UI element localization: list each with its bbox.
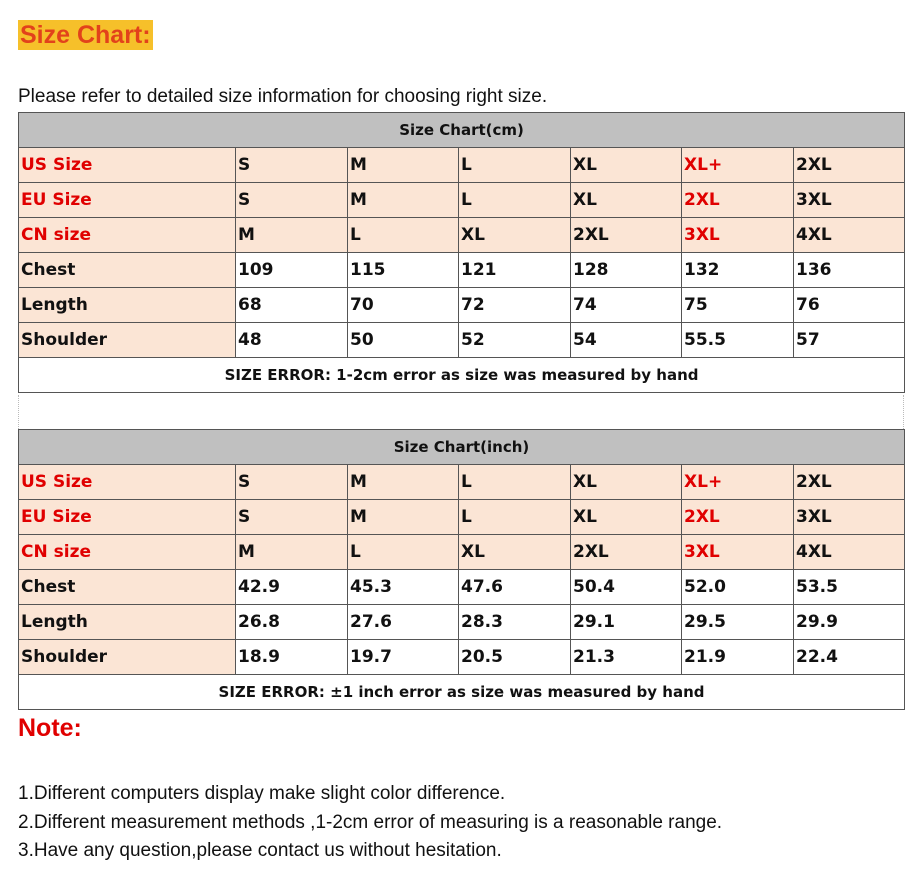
table-row-shoulder xyxy=(19,323,905,358)
table-cell: 2XL xyxy=(682,500,794,535)
table-cell: 70 xyxy=(348,288,459,323)
table-cell: 42.9 xyxy=(236,570,348,605)
table-cell: 3XL xyxy=(682,218,794,253)
table-cell: 75 xyxy=(682,288,794,323)
table-cell: 27.6 xyxy=(348,605,459,640)
table-cell: XL xyxy=(571,148,682,183)
note-list xyxy=(18,780,722,866)
table-cell: 115 xyxy=(348,253,459,288)
table-cell: 45.3 xyxy=(348,570,459,605)
table-cell: 3XL xyxy=(794,500,905,535)
row-label: US Size xyxy=(19,148,236,183)
table-cell: 128 xyxy=(571,253,682,288)
row-label: US Size xyxy=(19,465,236,500)
page-title: Size Chart: xyxy=(20,21,151,49)
table-cell: XL xyxy=(571,465,682,500)
row-label: Chest xyxy=(19,253,236,288)
table-row-shoulder xyxy=(19,640,905,675)
note-title: Note: xyxy=(18,714,82,742)
table-row-chest xyxy=(19,570,905,605)
size-chart-cm-table xyxy=(18,112,905,393)
note-item: 3.Have any question,please contact us without hesitation. xyxy=(18,840,502,861)
intro-text: Please refer to detailed size information for choosing right size. xyxy=(18,86,548,107)
table-cell: 2XL xyxy=(794,148,905,183)
table-cell: XL xyxy=(459,535,571,570)
table-header: Size Chart(inch) xyxy=(19,430,905,465)
size-chart-inch-table xyxy=(18,429,905,710)
table-cell: 74 xyxy=(571,288,682,323)
table-cell: 109 xyxy=(236,253,348,288)
row-label: CN size xyxy=(19,535,236,570)
table-cell: 22.4 xyxy=(794,640,905,675)
table-cell: 18.9 xyxy=(236,640,348,675)
table-cell: 3XL xyxy=(682,535,794,570)
table-cell: 3XL xyxy=(794,183,905,218)
table-cell: 54 xyxy=(571,323,682,358)
table-cell: 26.8 xyxy=(236,605,348,640)
table-cell: 4XL xyxy=(794,218,905,253)
table-cell: M xyxy=(348,183,459,218)
table-cell: 29.9 xyxy=(794,605,905,640)
table-footer-row xyxy=(19,358,905,393)
table-cell: L xyxy=(459,183,571,218)
table-cell: 52 xyxy=(459,323,571,358)
table-cell: XL xyxy=(571,183,682,218)
row-label: Shoulder xyxy=(19,323,236,358)
table-cell: L xyxy=(348,218,459,253)
table-cell: 21.3 xyxy=(571,640,682,675)
table-cell: 50.4 xyxy=(571,570,682,605)
table-footer-row xyxy=(19,675,905,710)
table-cell: M xyxy=(236,535,348,570)
table-cell: XL xyxy=(459,218,571,253)
table-cell: 57 xyxy=(794,323,905,358)
table-cell: 132 xyxy=(682,253,794,288)
row-label: Length xyxy=(19,605,236,640)
table-cell: L xyxy=(459,500,571,535)
table-cell: M xyxy=(348,148,459,183)
table-cell: 52.0 xyxy=(682,570,794,605)
row-label: EU Size xyxy=(19,183,236,218)
table-cell: L xyxy=(459,465,571,500)
table-cell: 20.5 xyxy=(459,640,571,675)
table-cell: 19.7 xyxy=(348,640,459,675)
table-cell: M xyxy=(236,218,348,253)
table-row-eu-size xyxy=(19,183,905,218)
table-cell: XL+ xyxy=(682,465,794,500)
table-cell: XL xyxy=(571,500,682,535)
table-cell: 76 xyxy=(794,288,905,323)
table-separator xyxy=(18,395,904,431)
table-cell: M xyxy=(348,465,459,500)
note-item: 1.Different computers display make slight color difference. xyxy=(18,783,506,804)
table-cell: S xyxy=(236,148,348,183)
table-cell: 50 xyxy=(348,323,459,358)
table-cell: 2XL xyxy=(794,465,905,500)
table-row-eu-size xyxy=(19,500,905,535)
table-header-row xyxy=(19,430,905,465)
row-label: EU Size xyxy=(19,500,236,535)
table-cell: S xyxy=(236,465,348,500)
table-row-us-size xyxy=(19,465,905,500)
table-header-row xyxy=(19,113,905,148)
table-cell: 4XL xyxy=(794,535,905,570)
table-cell: 29.1 xyxy=(571,605,682,640)
table-cell: 21.9 xyxy=(682,640,794,675)
table-row-cn-size xyxy=(19,535,905,570)
table-row-length xyxy=(19,288,905,323)
table-cell: 136 xyxy=(794,253,905,288)
size-error-note: SIZE ERROR: ±1 inch error as size was measured by hand xyxy=(19,675,905,710)
table-cell: L xyxy=(459,148,571,183)
table-cell: 47.6 xyxy=(459,570,571,605)
table-cell: 55.5 xyxy=(682,323,794,358)
table-header: Size Chart(cm) xyxy=(19,113,905,148)
table-cell: 28.3 xyxy=(459,605,571,640)
note-item: 2.Different measurement methods ,1-2cm error of measuring is a reasonable range. xyxy=(18,811,723,833)
size-error-note: SIZE ERROR: 1-2cm error as size was measured by hand xyxy=(19,358,905,393)
row-label: Chest xyxy=(19,570,236,605)
table-cell: XL+ xyxy=(682,148,794,183)
table-cell: 72 xyxy=(459,288,571,323)
table-cell: 68 xyxy=(236,288,348,323)
table-cell: 48 xyxy=(236,323,348,358)
table-cell: 53.5 xyxy=(794,570,905,605)
row-label: Shoulder xyxy=(19,640,236,675)
table-row-us-size xyxy=(19,148,905,183)
table-cell: S xyxy=(236,183,348,218)
table-cell: 2XL xyxy=(571,218,682,253)
table-row-chest xyxy=(19,253,905,288)
table-cell: 121 xyxy=(459,253,571,288)
row-label: Length xyxy=(19,288,236,323)
row-label: CN size xyxy=(19,218,236,253)
table-cell: 2XL xyxy=(682,183,794,218)
table-cell: 2XL xyxy=(571,535,682,570)
table-cell: L xyxy=(348,535,459,570)
table-cell: S xyxy=(236,500,348,535)
table-row-cn-size xyxy=(19,218,905,253)
table-row-length xyxy=(19,605,905,640)
table-cell: 29.5 xyxy=(682,605,794,640)
table-cell: M xyxy=(348,500,459,535)
